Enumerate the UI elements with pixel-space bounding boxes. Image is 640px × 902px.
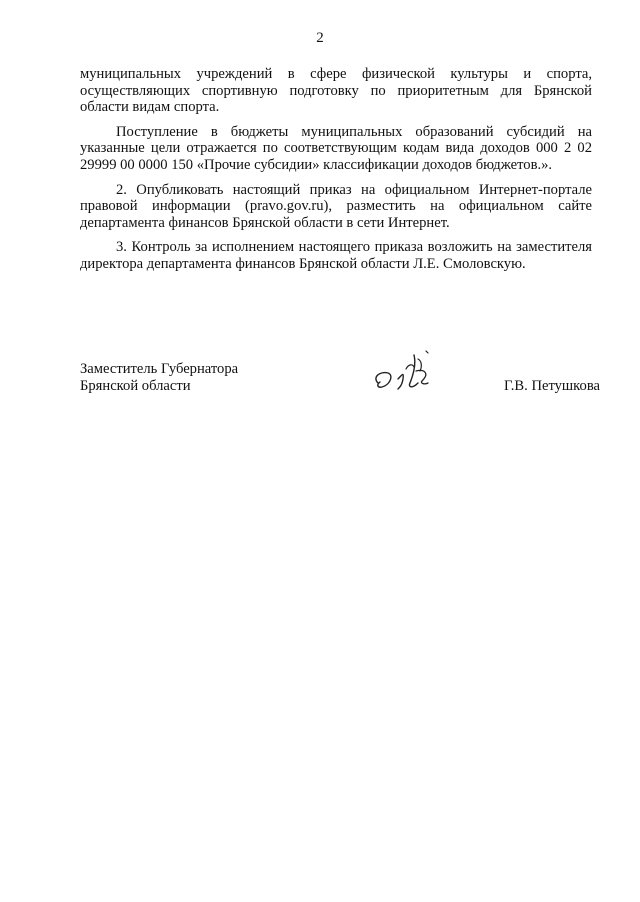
signatory-title — [80, 361, 238, 395]
paragraph-publish: 2. Опубликовать настоящий приказ на официальном Интернет-портале правовой информации (pravo.gov.ru), разместить на официальном сайте департамента финансов Брянской области в сети Интернет. — [80, 181, 592, 231]
document-body — [80, 66, 592, 281]
signatory-title-line2: Брянской области — [80, 378, 191, 394]
paragraph-control: 3. Контроль за исполнением настоящего приказа возложить на заместителя директора департамента финансов Брянской области Л.Е. Смоловскую. — [80, 239, 592, 272]
signature-block — [80, 361, 600, 411]
signatory-title-line1: Заместитель Губернатора — [80, 361, 239, 377]
signatory-name: Г.В. Петушкова — [503, 378, 600, 394]
handwritten-signature — [370, 349, 450, 397]
page-number: 2 — [316, 30, 324, 46]
paragraph-revenue: Поступление в бюджеты муниципальных образований субсидий на указанные цели отражается по соответствующим кодам вида доходов 000 2 02 29999 00 0000 150 «Прочие субсидии» классификации доходов бюджетов.». — [80, 123, 592, 173]
paragraph-continuation: муниципальных учреждений в сфере физической культуры и спорта, осуществляющих спортивную подготовку по приоритетным для Брянской области видам спорта. — [80, 66, 592, 116]
